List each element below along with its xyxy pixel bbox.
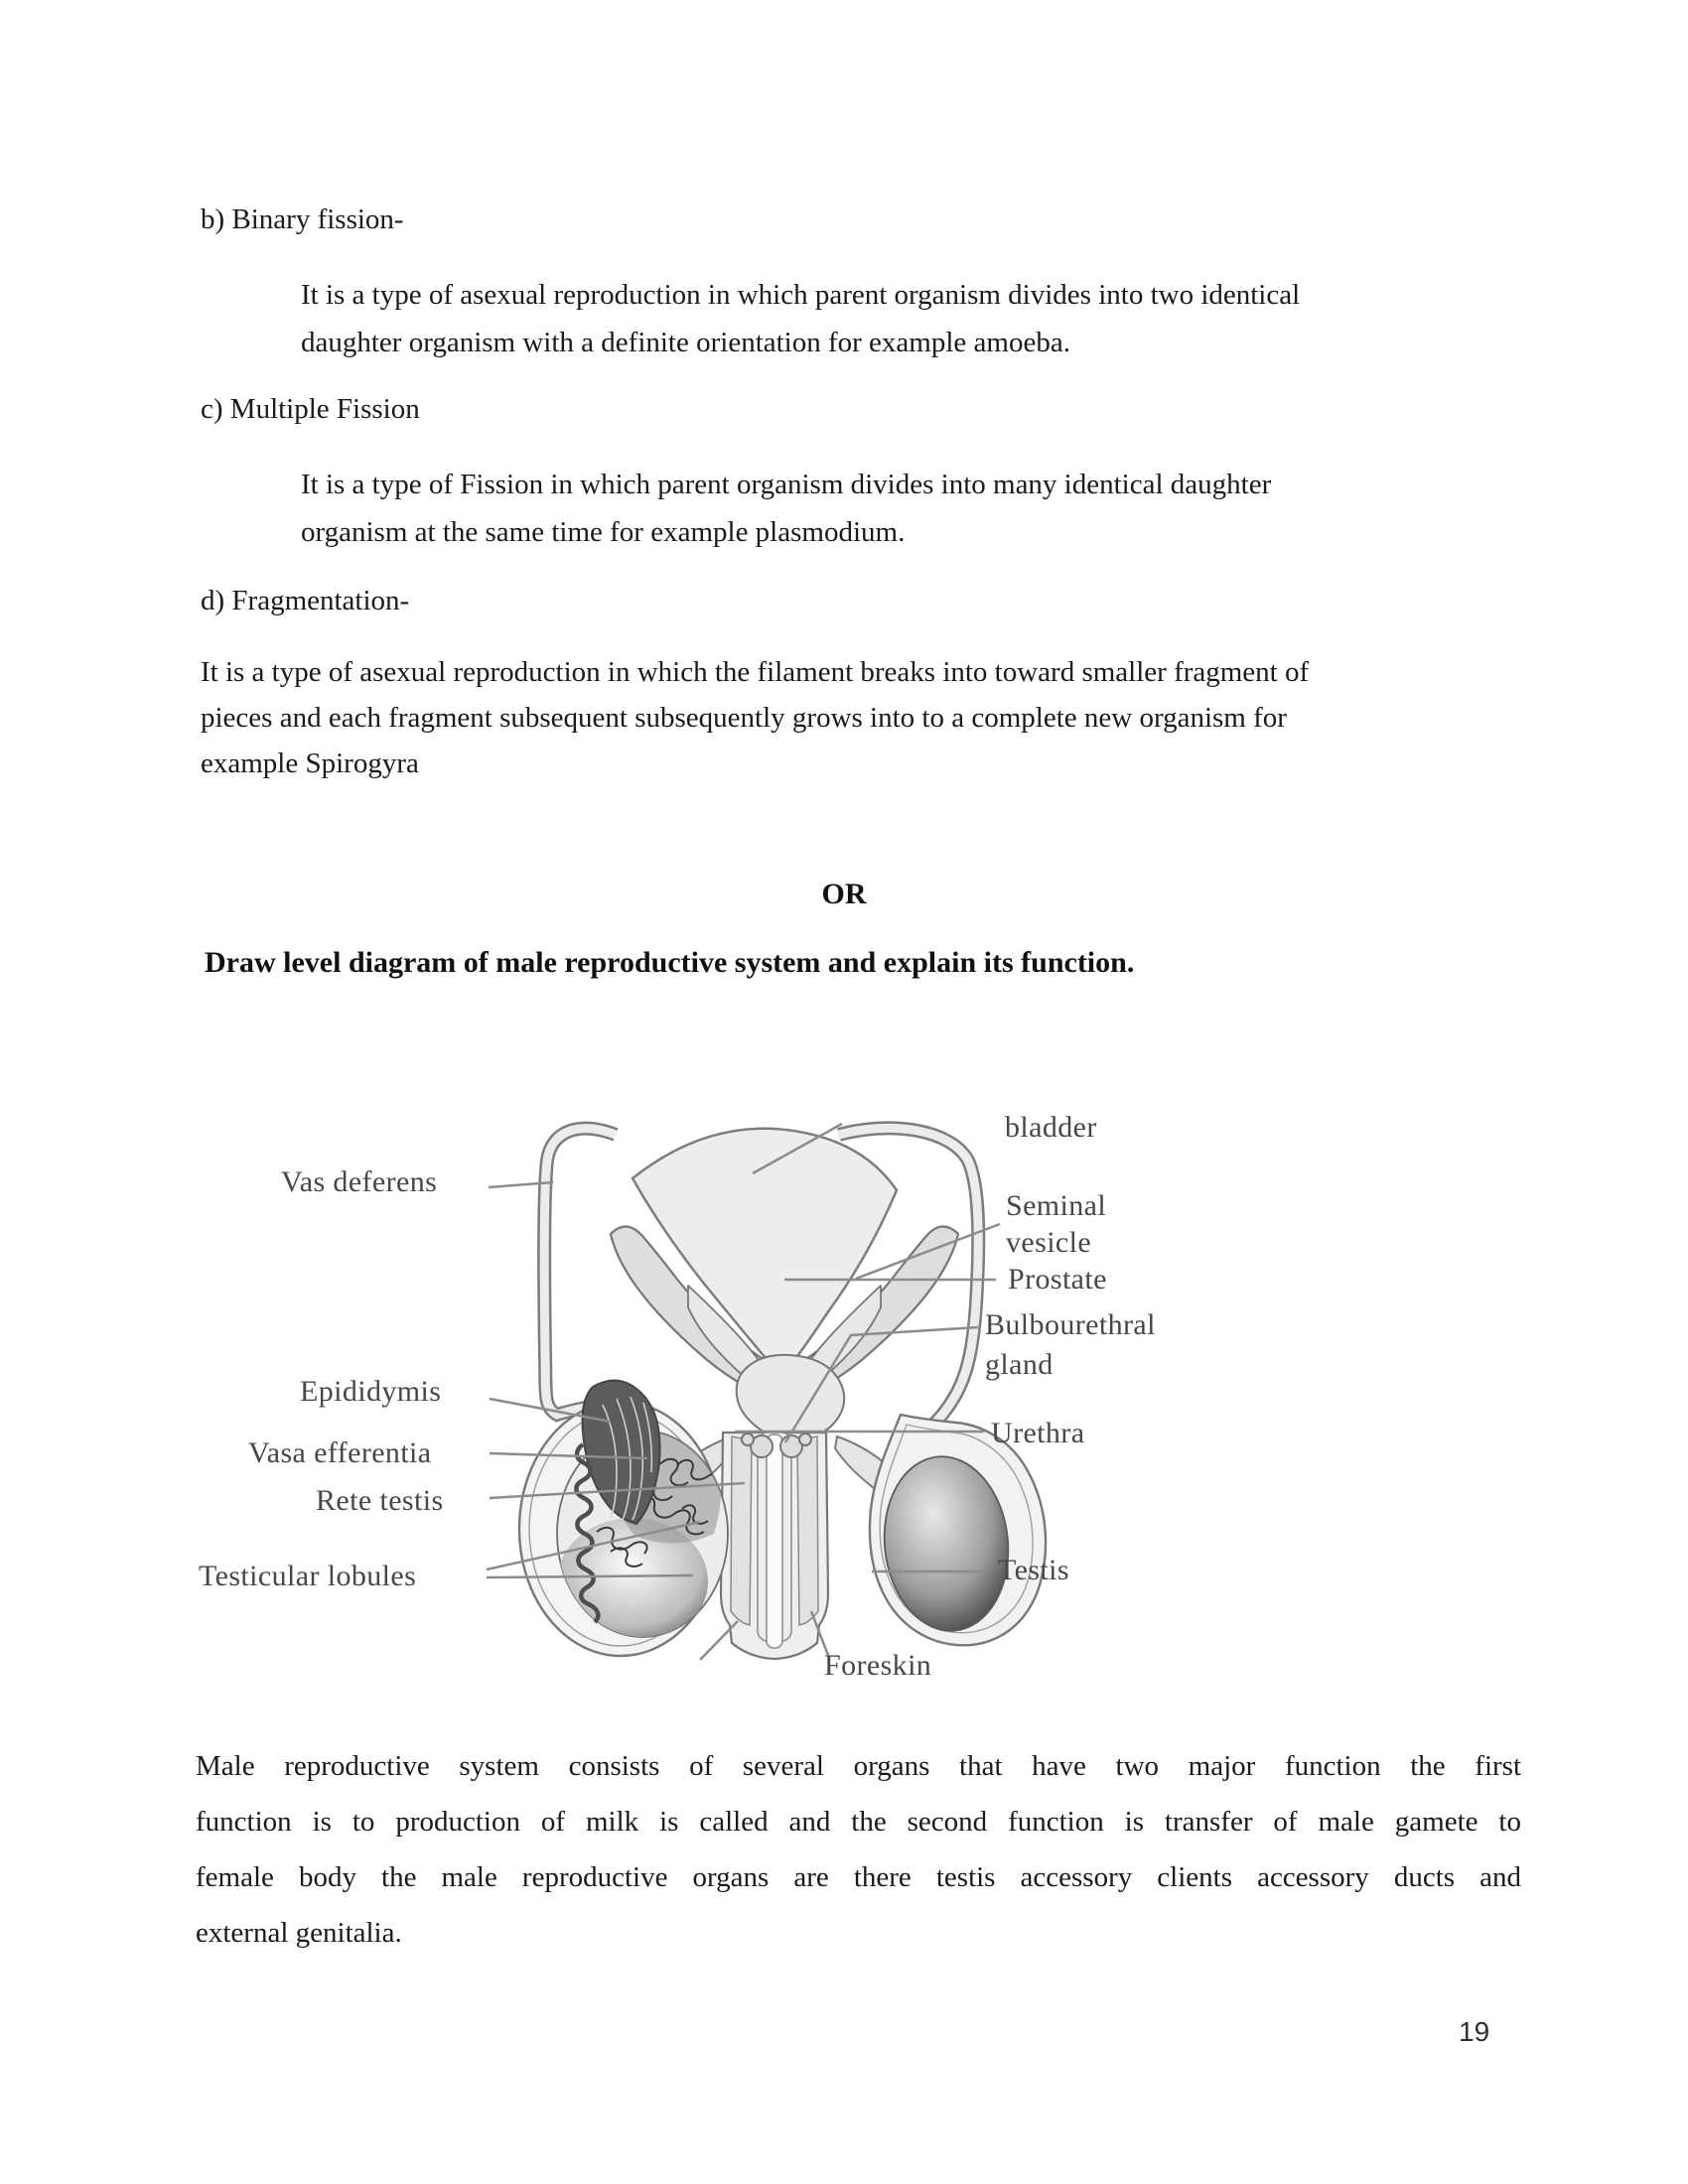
- figure-label-testicular-lobules: Testicular lobules: [199, 1560, 417, 1592]
- section-heading-binary-fission: b) Binary fission-: [201, 204, 404, 235]
- paragraph-line: It is a type of Fission in which parent organism divides into many identical daughter: [301, 469, 1272, 500]
- figure-label-foreskin-clipped: [824, 1649, 963, 1682]
- paragraph-line: example Spirogyra: [201, 748, 419, 779]
- figure-label-rete-testis: Rete testis: [316, 1484, 444, 1517]
- figure-label-line: Bulbourethral: [985, 1308, 1156, 1341]
- figure-label-line: gland: [985, 1348, 1054, 1381]
- paragraph-line: external genitalia.: [196, 1917, 402, 1949]
- paragraph-binary-fission: [301, 272, 1300, 366]
- figure-label-vasa-efferentia: Vasa efferentia: [248, 1436, 432, 1469]
- urethra-shape: [767, 1434, 782, 1648]
- paragraph-line: It is a type of asexual reproduction in which parent organism divides into two identical: [301, 279, 1301, 311]
- or-divider: OR: [821, 878, 867, 910]
- paragraph-fragmentation: [201, 649, 1309, 786]
- figure-label-bladder-clipped: [1005, 1111, 1144, 1150]
- paragraph-line: It is a type of asexual reproduction in which the filament breaks into toward smaller fragment of: [201, 656, 1310, 688]
- paragraph-line: organism at the same time for example plasmodium.: [301, 515, 906, 548]
- page-number: 19: [1459, 2016, 1490, 2047]
- figure-label-bladder: bladder: [1005, 1111, 1097, 1144]
- paragraph-line: female body the male reproductive organs are there testis accessory clients accessory ducts and: [196, 1861, 1521, 1893]
- figure-label-testis: Testis: [998, 1554, 1069, 1586]
- question-heading: Draw level diagram of male reproductive system and explain its function.: [205, 946, 1135, 979]
- figure-label-bulbourethral-gland: [985, 1305, 1156, 1385]
- figure-label-line: Seminal: [1006, 1189, 1107, 1222]
- prostate-shape: [737, 1355, 845, 1440]
- figure-label-line: vesicle: [1006, 1226, 1092, 1259]
- summary-paragraph: [196, 1738, 1521, 1961]
- figure-label-urethra: Urethra: [991, 1417, 1085, 1449]
- paragraph-line: pieces and each fragment subsequent subsequently grows into to a complete new organism for: [201, 702, 1287, 734]
- paragraph-multiple-fission: [301, 462, 1271, 556]
- section-heading-fragmentation: d) Fragmentation-: [201, 585, 410, 616]
- section-heading-multiple-fission: c) Multiple Fission: [201, 393, 420, 425]
- penis-shaft-shape: [721, 1433, 828, 1659]
- paragraph-line: function is to production of milk is called and the second function is transfer of male gamete to: [196, 1806, 1521, 1838]
- figure-label-prostate: Prostate: [1008, 1263, 1107, 1296]
- figure-label-seminal-vesicle: [1006, 1187, 1106, 1261]
- figure-label-vas-deferens: Vas deferens: [281, 1165, 438, 1198]
- paragraph-line: Male reproductive system consists of several organs that have two major function the first: [196, 1750, 1521, 1782]
- figure-label-epididymis: Epididymis: [300, 1375, 442, 1408]
- figure-label-foreskin: Foreskin: [824, 1649, 932, 1682]
- paragraph-line: daughter organism with a definite orientation for example amoeba.: [301, 326, 1070, 358]
